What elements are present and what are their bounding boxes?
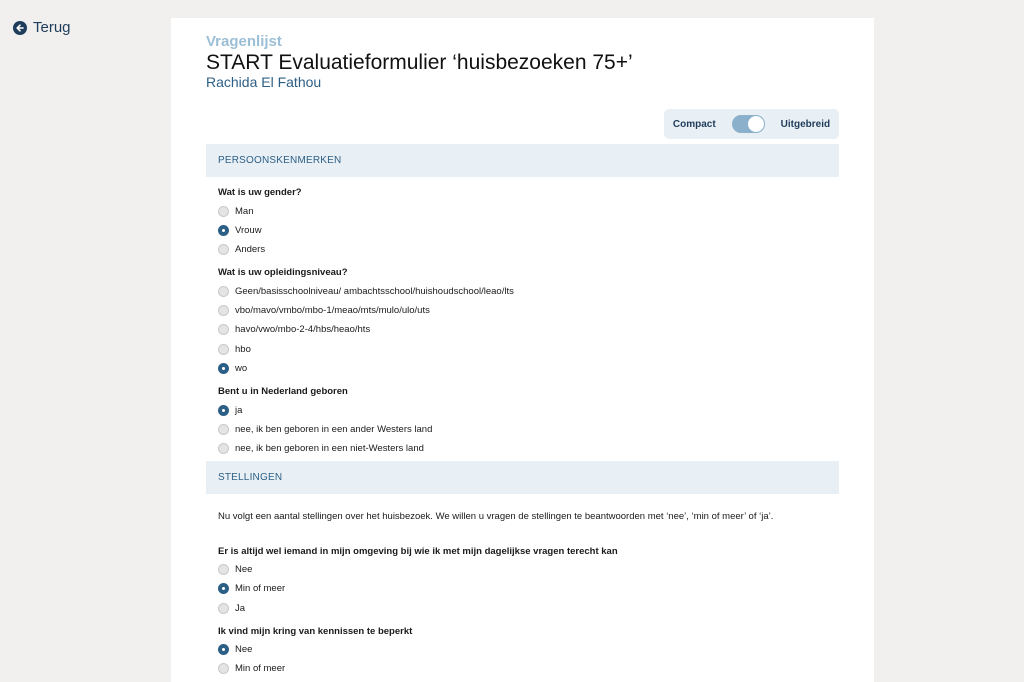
radio-education-3[interactable]: [218, 324, 370, 335]
radio-button[interactable]: [218, 305, 229, 316]
view-toggle: [664, 109, 839, 139]
client-name: Rachida El Fathou: [206, 74, 322, 90]
radio-gender-vrouw[interactable]: [218, 225, 262, 236]
radio-button[interactable]: [218, 206, 229, 217]
radio-button-selected[interactable]: [218, 583, 229, 594]
question-statement-1: Er is altijd wel iemand in mijn omgeving bij wie ik met mijn dagelijkse vragen terecht kan: [218, 546, 618, 557]
option-label: wo: [235, 363, 248, 374]
radio-button[interactable]: [218, 603, 229, 614]
section-header-statements: STELLINGEN: [206, 461, 839, 494]
radio-statement2-nee[interactable]: [218, 644, 252, 655]
radio-button-selected[interactable]: [218, 405, 229, 416]
option-label: Vrouw: [235, 225, 262, 236]
radio-statement1-ja[interactable]: [218, 603, 245, 614]
option-label: Min of meer: [235, 663, 286, 674]
radio-button-selected[interactable]: [218, 363, 229, 374]
page-kicker: Vragenlijst: [206, 33, 282, 50]
option-label: hbo: [235, 344, 251, 355]
section-header-personal: PERSOONSKENMERKEN: [206, 144, 839, 177]
radio-button[interactable]: [218, 443, 229, 454]
back-link[interactable]: [13, 19, 71, 36]
switch-knob: [748, 116, 764, 132]
arrow-left-circle-icon: [13, 21, 27, 35]
radio-button-selected[interactable]: [218, 225, 229, 236]
radio-education-5[interactable]: [218, 363, 247, 374]
radio-button[interactable]: [218, 324, 229, 335]
question-birthplace: Bent u in Nederland geboren: [218, 386, 348, 397]
radio-button[interactable]: [218, 564, 229, 575]
toggle-label-extended[interactable]: Uitgebreid: [780, 118, 831, 130]
option-label: Nee: [235, 564, 253, 575]
radio-button[interactable]: [218, 424, 229, 435]
page-title: START Evaluatieformulier ‘huisbezoeken 75+’: [206, 51, 633, 74]
option-label: Ja: [235, 603, 246, 614]
questionnaire-card: [171, 18, 874, 682]
view-switch[interactable]: [732, 115, 765, 133]
toggle-label-compact[interactable]: Compact: [672, 118, 716, 130]
radio-statement1-nee[interactable]: [218, 564, 252, 575]
option-label: Man: [235, 206, 254, 217]
option-label: Anders: [235, 244, 266, 255]
radio-education-2[interactable]: [218, 305, 430, 316]
question-gender: Wat is uw gender?: [218, 187, 302, 198]
statements-intro: Nu volgt een aantal stellingen over het huisbezoek. We willen u vragen de stellingen te beantwoorden met ‘nee’, ‘min of meer’ of ‘ja’.: [218, 511, 774, 522]
option-label: Nee: [235, 644, 253, 655]
back-label: Terug: [33, 19, 71, 36]
radio-button-selected[interactable]: [218, 644, 229, 655]
option-label: Min of meer: [235, 583, 286, 594]
radio-button[interactable]: [218, 344, 229, 355]
option-label: nee, ik ben geboren in een niet-Westers land: [235, 443, 424, 454]
radio-gender-anders[interactable]: [218, 244, 265, 255]
radio-gender-man[interactable]: [218, 206, 253, 217]
option-label: vbo/mavo/vmbo/mbo-1/meao/mts/mulo/ulo/uts: [235, 305, 430, 316]
option-label: nee, ik ben geboren in een ander Westers land: [235, 424, 433, 435]
radio-button[interactable]: [218, 663, 229, 674]
option-label: ja: [235, 405, 243, 416]
option-label: havo/vwo/mbo-2-4/hbs/heao/hts: [235, 324, 371, 335]
question-statement-2: Ik vind mijn kring van kennissen te beperkt: [218, 626, 413, 637]
radio-button[interactable]: [218, 286, 229, 297]
radio-button[interactable]: [218, 244, 229, 255]
radio-birthplace-niet-westers[interactable]: [218, 443, 424, 454]
radio-statement2-min-of-meer[interactable]: [218, 663, 285, 674]
option-label: Geen/basisschoolniveau/ ambachtsschool/huishoudschool/leao/lts: [235, 286, 514, 297]
question-education: Wat is uw opleidingsniveau?: [218, 267, 348, 278]
radio-birthplace-westers[interactable]: [218, 424, 432, 435]
radio-birthplace-ja[interactable]: [218, 405, 242, 416]
radio-education-1[interactable]: [218, 286, 514, 297]
radio-statement1-min-of-meer[interactable]: [218, 583, 285, 594]
radio-education-4[interactable]: [218, 344, 251, 355]
